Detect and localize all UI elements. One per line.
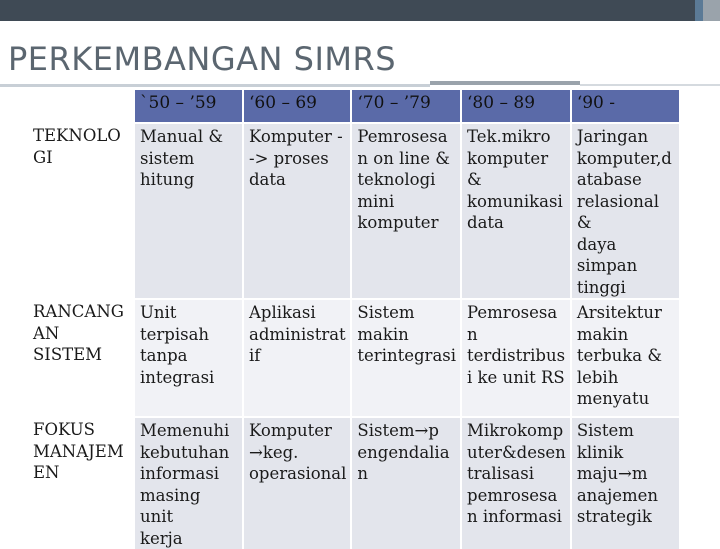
table-cell: Sistem makin terintegrasi [351, 299, 461, 417]
table-cell: Unit terpisah tanpa integrasi [135, 299, 243, 417]
table-row [28, 299, 679, 417]
column-header: ‘90 - [571, 90, 679, 123]
table-header-row [28, 90, 679, 123]
table-cell: Tek.mikro komputer & komunikasi data [461, 123, 571, 299]
table-row [28, 417, 679, 549]
title-underline [0, 84, 720, 87]
underline-segment [580, 84, 720, 86]
column-header: `50 – ’59 [135, 90, 243, 123]
table-cell: Jaringan komputer,d atabase relasional & daya simpan tinggi [571, 123, 679, 299]
top-decoration-bar [0, 0, 720, 21]
table-cell: Mikrokomp uter&desen tralisasi pemrosesa n informasi [461, 417, 571, 549]
row-header: FOKUS MANAJEM EN [28, 417, 135, 549]
column-header: ‘80 – 89 [461, 90, 571, 123]
table-cell: Manual & sistem hitung [135, 123, 243, 299]
row-header: TEKNOLO GI [28, 123, 135, 299]
row-header: RANCANG AN SISTEM [28, 299, 135, 417]
table-cell: Komputer - -> proses data [243, 123, 351, 299]
table-cell: Aplikasi administrat if [243, 299, 351, 417]
top-bar-gray-segment [703, 0, 720, 21]
table-cell: Pemrosesa n on line & teknologi mini komputer [351, 123, 461, 299]
table-row [28, 123, 679, 299]
table-cell: Pemrosesa n terdistribus i ke unit RS [461, 299, 571, 417]
table-corner-cell [28, 90, 135, 123]
table-cell: Arsitektur makin terbuka & lebih menyatu [571, 299, 679, 417]
table-cell: Memenuhi kebutuhan informasi masing unit kerja [135, 417, 243, 549]
simrs-table [28, 90, 679, 549]
table-cell: Komputer →keg. operasional [243, 417, 351, 549]
column-header: ‘60 – 69 [243, 90, 351, 123]
top-bar-dark-segment [0, 0, 695, 21]
table-cell: Sistem→p engendalia n [351, 417, 461, 549]
column-header: ‘70 – ’79 [351, 90, 461, 123]
slide-title: PERKEMBANGAN SIMRS [8, 40, 397, 78]
underline-segment [430, 81, 580, 85]
table-cell: Sistem klinik maju→m anajemen strategik [571, 417, 679, 549]
top-bar-blue-segment [695, 0, 703, 21]
underline-segment [0, 84, 430, 87]
